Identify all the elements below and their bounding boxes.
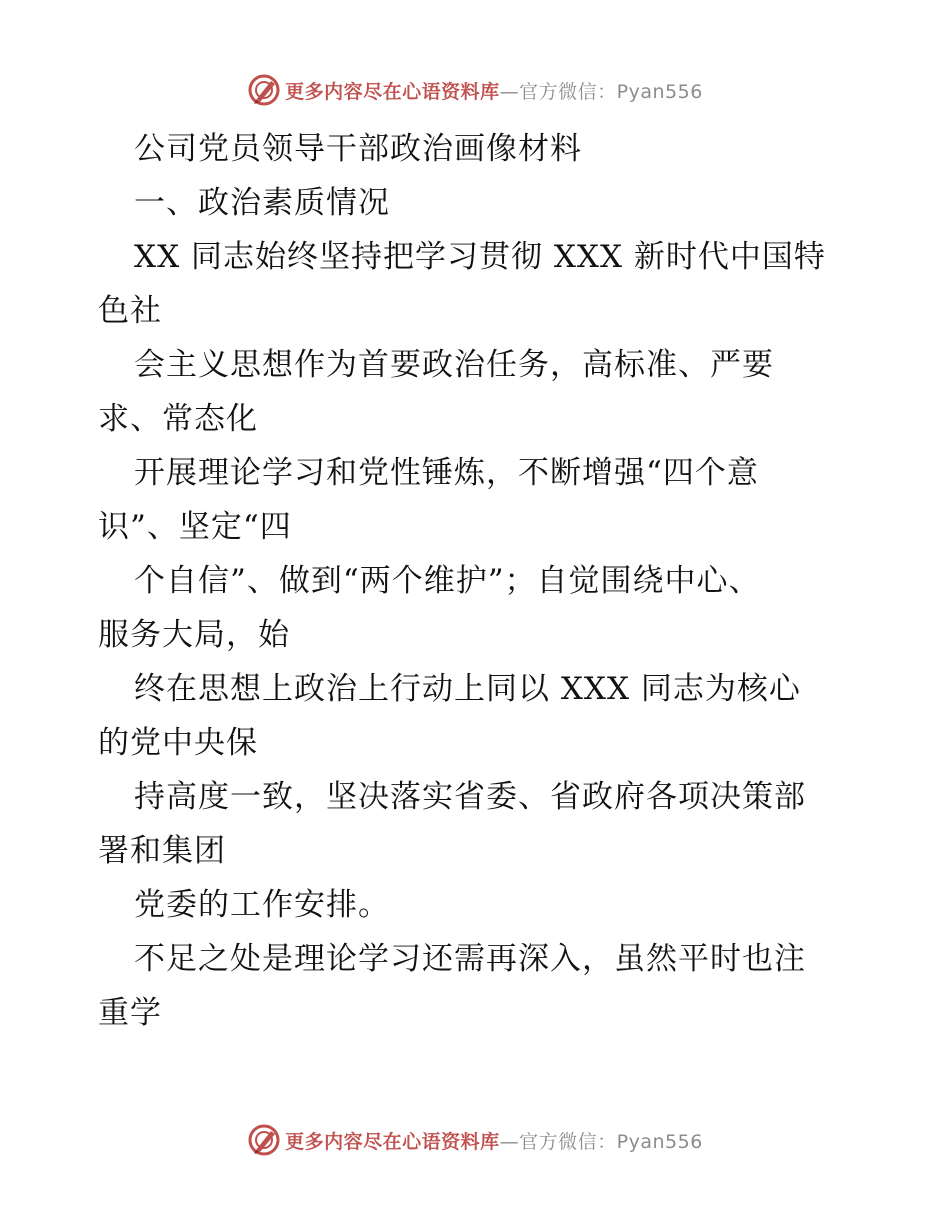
text-line: 党委的工作安排。: [134, 887, 390, 923]
text-line: 的党中央保: [98, 725, 258, 761]
section-heading: 一、政治素质情况: [134, 185, 390, 221]
pen-logo-icon: [247, 1123, 281, 1157]
header-banner: [0, 70, 950, 110]
text-line: 个自信”、做到“两个维护”；自觉围绕中心、: [134, 563, 761, 599]
text-line: 持高度一致，坚决落实省委、省政府各项决策部: [134, 779, 806, 815]
text-line: XX 同志始终坚持把学习贯彻 XXX 新时代中国特: [134, 239, 826, 275]
text-line: 重学: [98, 995, 162, 1031]
banner-text: 更多内容尽在心语资料库: [285, 1130, 500, 1153]
text-line: 开展理论学习和党性锤炼，不断增强“四个意: [134, 455, 759, 491]
text-line: 署和集团: [98, 833, 226, 869]
banner-contact: —官方微信：Pyan556: [499, 1130, 703, 1153]
text-line: 会主义思想作为首要政治任务，高标准、严要: [134, 347, 774, 383]
text-line: 服务大局，始: [98, 617, 290, 653]
document-title: 公司党员领导干部政治画像材料: [134, 131, 582, 167]
text-line: 求、常态化: [98, 401, 258, 437]
banner-text: 更多内容尽在心语资料库: [285, 80, 500, 103]
text-line: 不足之处是理论学习还需再深入，虽然平时也注: [134, 941, 806, 977]
text-line: 识”、坚定“四: [98, 509, 292, 545]
text-line: 终在思想上政治上行动上同以 XXX 同志为核心: [134, 671, 801, 707]
pen-logo-icon: [247, 73, 281, 107]
text-line: 色社: [98, 293, 162, 329]
banner-contact: —官方微信：Pyan556: [499, 80, 703, 103]
footer-banner: [0, 1120, 950, 1160]
document-body: [0, 122, 950, 1040]
